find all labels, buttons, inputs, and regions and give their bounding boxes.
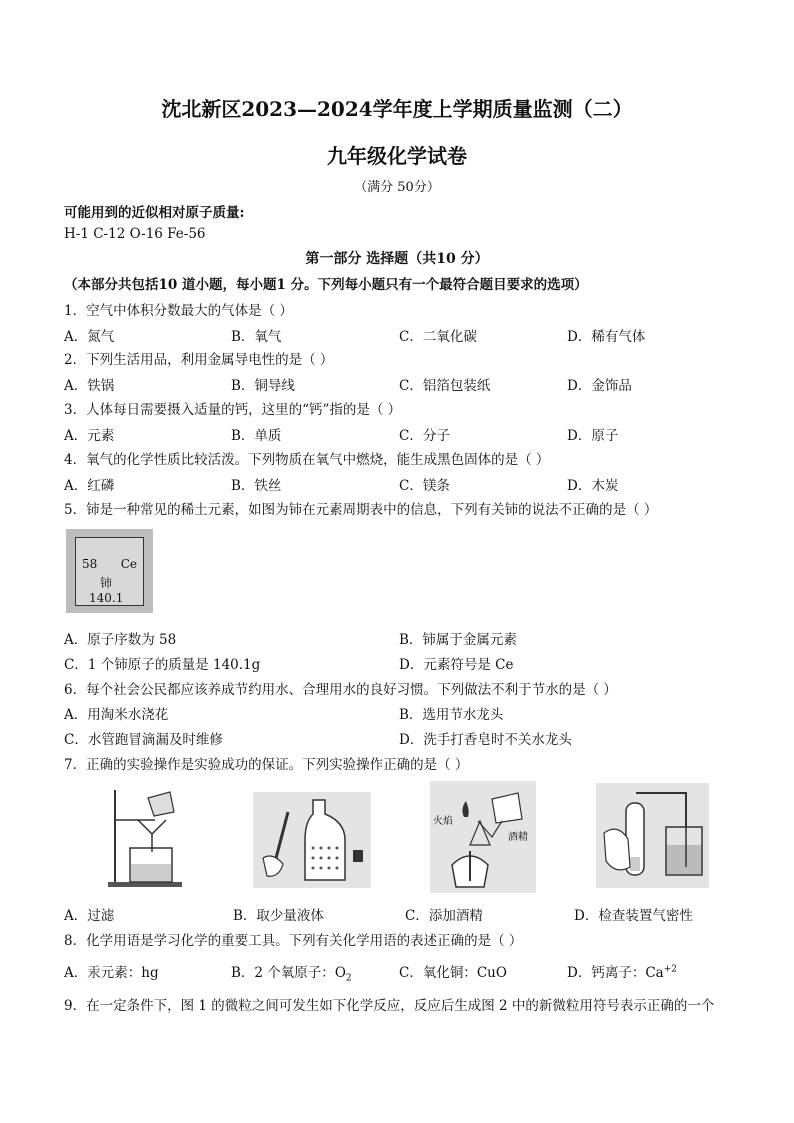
q8-option-d bbox=[567, 961, 677, 981]
q7-option-a: A．过滤 bbox=[64, 908, 115, 924]
q1-option-d: D．稀有气体 bbox=[567, 329, 646, 345]
section-heading: 第一部分 选择题（共10 分） bbox=[305, 251, 489, 267]
element-mass: 140.1 bbox=[89, 591, 124, 605]
q4-option-d: D．木炭 bbox=[567, 478, 619, 494]
q1-option-c: C．二氧化碳 bbox=[399, 329, 477, 345]
q8-option-b-label: B．2 个氧原子： bbox=[231, 965, 335, 981]
dropper-drawing bbox=[253, 792, 371, 888]
question-7-stem: 7．正确的实验操作是实验成功的保证。下列实验操作正确的是（ ） bbox=[64, 757, 469, 773]
oxygen-symbol: O bbox=[334, 965, 346, 981]
q8-option-a: A．汞元素：hg bbox=[64, 965, 159, 981]
q4-option-b: B．铁丝 bbox=[231, 478, 282, 494]
q5-option-a: A．原子序数为 58 bbox=[64, 632, 177, 648]
question-2-stem: 2．下列生活用品，利用金属导电性的是（ ） bbox=[64, 352, 334, 368]
q6-option-d: D．洗手打香皂时不关水龙头 bbox=[399, 732, 572, 748]
element-name: 铈 bbox=[100, 576, 113, 590]
q5-option-b: B．铈属于金属元素 bbox=[399, 632, 517, 648]
calcium-symbol: Ca bbox=[645, 965, 664, 981]
q7-option-b: B．取少量液体 bbox=[233, 908, 324, 924]
question-9-stem: 9．在一定条件下，图 1 的微粒之间可发生如下化学反应，反应后生成图 2 中的新微粒用符号表示正确的一个 bbox=[64, 998, 715, 1014]
flame-label: 火焰 bbox=[433, 816, 453, 827]
q3-option-c: C．分子 bbox=[399, 428, 450, 444]
element-card-figure bbox=[66, 529, 153, 613]
q6-option-a: A．用淘米水浇花 bbox=[64, 707, 169, 723]
question-3-stem: 3．人体每日需要摄入适量的钙，这里的“钙”指的是（ ） bbox=[64, 402, 402, 418]
airtightness-drawing bbox=[596, 783, 709, 888]
filtration-drawing bbox=[100, 782, 186, 890]
q6-option-c: C．水管跑冒滴漏及时维修 bbox=[64, 732, 223, 748]
q3-option-b: B．单质 bbox=[231, 428, 282, 444]
q3-option-a: A．元素 bbox=[64, 428, 115, 444]
element-symbol: Ce bbox=[120, 557, 137, 571]
q1-option-a: A．氮气 bbox=[64, 329, 115, 345]
q4-option-c: C．镁条 bbox=[399, 478, 450, 494]
question-8-stem: 8．化学用语是学习化学的重要工具。下列有关化学用语的表述正确的是（ ） bbox=[64, 933, 523, 949]
alcohol-label: 酒精 bbox=[508, 832, 528, 843]
question-5-stem: 5．铈是一种常见的稀土元素，如图为铈在元素周期表中的信息，下列有关铈的说法不正确的是（ ） bbox=[64, 502, 658, 518]
atomic-mass-label: 可能用到的近似相对原子质量: bbox=[64, 205, 245, 221]
dropper-figure bbox=[253, 792, 371, 888]
q3-option-d: D．原子 bbox=[567, 428, 619, 444]
q7-option-d: D．检查装置气密性 bbox=[574, 908, 693, 924]
q2-option-a: A．铁锅 bbox=[64, 378, 115, 394]
airtightness-figure bbox=[596, 783, 709, 888]
q1-option-b: B．氧气 bbox=[231, 329, 282, 345]
element-number: 58 bbox=[82, 557, 98, 571]
question-4-stem: 4．氧气的化学性质比较活泼。下列物质在氧气中燃烧，能生成黑色固体的是（ ） bbox=[64, 452, 550, 468]
question-1-stem: 1．空气中体积分数最大的气体是（ ） bbox=[64, 303, 293, 319]
q2-option-d: D．金饰品 bbox=[567, 378, 632, 394]
q5-option-c: C．1 个铈原子的质量是 140.1g bbox=[64, 657, 261, 673]
question-6-stem: 6．每个社会公民都应该养成节约用水、合理用水的良好习惯。下列做法不利于节水的是（ ） bbox=[64, 682, 617, 698]
q2-option-b: B．铜导线 bbox=[231, 378, 295, 394]
calcium-charge: +2 bbox=[663, 964, 677, 975]
score-note: （满分 50分） bbox=[354, 180, 440, 195]
q5-option-d: D．元素符号是 Ce bbox=[399, 657, 514, 673]
alcohol-lamp-figure bbox=[430, 781, 536, 893]
page-subtitle: 九年级化学试卷 bbox=[327, 144, 467, 168]
q6-option-b: B．选用节水龙头 bbox=[399, 707, 504, 723]
section-note: （本部分共包括10 道小题，每小题1 分。下列每小题只有一个最符合题目要求的选项） bbox=[64, 277, 588, 293]
element-card bbox=[75, 537, 144, 606]
filtration-figure bbox=[100, 782, 186, 890]
q2-option-c: C．铝箔包装纸 bbox=[399, 378, 491, 394]
q8-option-d-label: D．钙离子： bbox=[567, 965, 646, 981]
q8-option-b bbox=[231, 961, 352, 984]
atomic-mass-values: H-1 C-12 O-16 Fe-56 bbox=[64, 226, 206, 242]
q7-option-c: C．添加酒精 bbox=[405, 908, 483, 924]
q8-option-c: C．氧化铜：CuO bbox=[399, 965, 507, 981]
oxygen-subscript: 2 bbox=[345, 973, 352, 984]
page-title: 沈北新区2023—2024学年度上学期质量监测（二） bbox=[161, 97, 633, 121]
q4-option-a: A．红磷 bbox=[64, 478, 115, 494]
